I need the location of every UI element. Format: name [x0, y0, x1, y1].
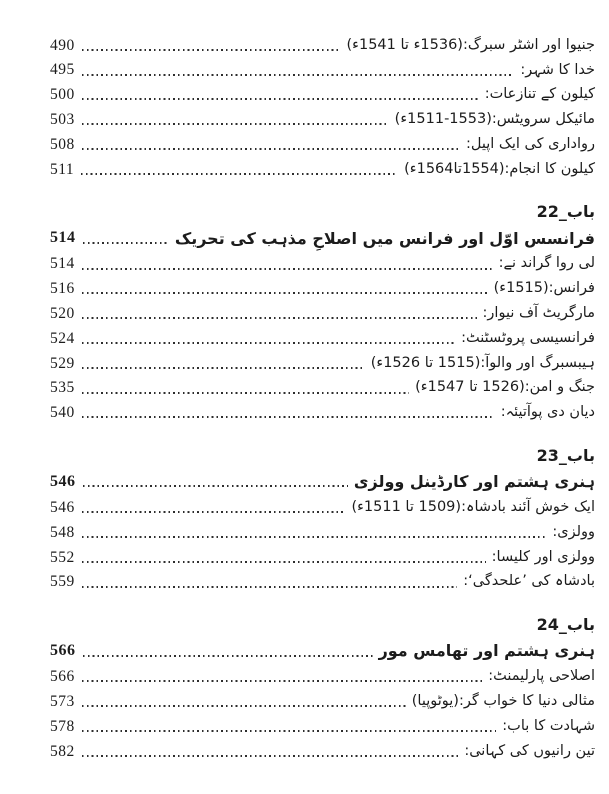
- dot-leader: [81, 173, 398, 175]
- toc-entry-row: [50, 665, 595, 690]
- page-number: 546: [50, 499, 75, 516]
- entry-title: رواداری کی ایک اپیل:: [465, 135, 595, 152]
- toc-entry-row: [50, 157, 595, 182]
- chapter-heading-label: باب_22: [536, 202, 595, 222]
- entry-title: مثالی دنیا کا خواب گر:(یوٹوپیا): [411, 693, 595, 710]
- chapter-title: فرانسس اوّل اور فرانس میں اصلاحِ مذہب کی تحریک: [174, 228, 595, 248]
- dot-leader: [82, 730, 497, 732]
- entry-title: کیلون کے تنازعات:: [484, 86, 595, 103]
- entry-title: فرانس:(1515ء): [493, 280, 595, 297]
- entry-title: شہادت کا باب:: [502, 717, 595, 734]
- dot-leader: [82, 680, 482, 682]
- toc-entry-row: [50, 58, 595, 83]
- toc-entry-row: [50, 351, 595, 376]
- dot-leader: [82, 342, 455, 344]
- dot-leader: [83, 485, 348, 487]
- page-number: 490: [50, 36, 75, 54]
- entry-title: کیلون کا انجام:(1554تا1564ء): [404, 160, 595, 177]
- chapter-section: [50, 442, 595, 594]
- chapter-title-row: [50, 225, 595, 252]
- dot-leader: [82, 586, 458, 588]
- page-number: 516: [50, 280, 75, 298]
- chapter-title-row: [50, 638, 595, 665]
- page-number: 524: [50, 329, 75, 347]
- dot-leader: [82, 317, 477, 319]
- entry-title: وولزی اور کلیسا:: [491, 548, 595, 565]
- dot-leader: [82, 268, 493, 270]
- chapter-section: [50, 199, 595, 426]
- page-number: 540: [50, 404, 75, 422]
- chapter-title: ہنری ہشتم اور تھامس مور: [378, 641, 595, 661]
- toc-entry-row: [50, 401, 595, 426]
- toc-entry-row: [50, 107, 595, 132]
- toc-entry-row: [50, 545, 595, 570]
- chapter-heading: [50, 612, 595, 638]
- page-number: 573: [50, 692, 75, 710]
- dot-leader: [82, 98, 479, 100]
- dot-leader: [82, 705, 406, 707]
- dot-leader: [82, 392, 409, 394]
- page-number: 529: [50, 354, 75, 372]
- page-number: 559: [50, 573, 75, 591]
- chapter-heading-label: باب_24: [536, 615, 595, 635]
- page-number: 566: [50, 668, 75, 686]
- dot-leader: [82, 292, 488, 294]
- entry-title: مارگریٹ آف نیوار:: [482, 305, 595, 322]
- entry-title: لی روا گراند نے:: [498, 255, 595, 272]
- toc-entry-row: [50, 33, 595, 58]
- toc-entry-row: [50, 326, 595, 351]
- page-number: 582: [50, 742, 75, 760]
- entry-title: مائیکل سرویٹس:(1553-1511ء): [394, 111, 595, 128]
- chapter-title: ہنری ہشتم اور کارڈینل وولزی: [353, 472, 595, 492]
- toc-entry-row: [50, 689, 595, 714]
- toc-entry-row: [50, 83, 595, 108]
- dot-leader: [82, 755, 459, 757]
- dot-leader: [83, 242, 169, 244]
- entry-title: ہیبسبرگ اور والوآ:(1515 تا 1526ء): [370, 354, 595, 371]
- page-number: 520: [50, 305, 75, 323]
- chapter-title-row: [50, 468, 595, 495]
- dot-leader: [83, 655, 373, 657]
- page-number: 500: [50, 86, 75, 104]
- toc-entry-row: [50, 376, 595, 401]
- entry-title: ایک خوش آئند بادشاہ:(1509 تا 1511ء): [351, 499, 595, 516]
- page-number: 578: [50, 717, 75, 735]
- dot-leader: [82, 148, 460, 150]
- entry-title: خدا کا شہر:: [520, 61, 595, 78]
- page-number: 514: [50, 255, 75, 273]
- dot-leader: [82, 536, 547, 538]
- entry-title: بادشاہ کی ’علحدگی‘:: [463, 573, 595, 590]
- page-number: 548: [50, 523, 75, 541]
- toc-entry-row: [50, 495, 595, 520]
- page-number: 535: [50, 379, 75, 397]
- toc-entry-row: [50, 570, 595, 595]
- page-number: 552: [50, 548, 75, 566]
- dot-leader: [82, 367, 365, 369]
- dot-leader: [82, 511, 346, 513]
- page-number: 495: [50, 61, 75, 79]
- page-number: 546: [50, 472, 76, 490]
- dot-leader: [82, 561, 486, 563]
- dot-leader: [82, 416, 495, 418]
- toc-entry-row: [50, 301, 595, 326]
- toc-entry-row: [50, 714, 595, 739]
- toc-entry-row: [50, 520, 595, 545]
- dot-leader: [82, 49, 341, 51]
- page-number: 503: [50, 111, 75, 129]
- chapter-heading: [50, 199, 595, 225]
- chapter-heading: [50, 442, 595, 468]
- entry-title: فرانسیسی پروٹسٹنٹ:: [461, 329, 595, 346]
- page-number: 514: [50, 229, 76, 247]
- page-number: 508: [50, 135, 75, 153]
- page-number: 566: [50, 642, 76, 660]
- chapter-section: [50, 612, 595, 764]
- toc-entry-row: [50, 277, 595, 302]
- entry-title: اصلاحی پارلیمنٹ:: [488, 668, 595, 685]
- toc-entry-row: [50, 739, 595, 764]
- entry-title: دیان دی پوآتیئہ:: [500, 404, 595, 421]
- toc-entry-row: [50, 132, 595, 157]
- entry-title: جنگ و امن:(1526 تا 1547ء): [415, 379, 595, 396]
- page-number: 511: [50, 160, 75, 178]
- entry-title: جنیوا اور اشٹر سبرگ:(1536ء تا 1541ء): [346, 36, 595, 53]
- chapter-heading-label: باب_23: [536, 445, 595, 465]
- entry-title: وولزی:: [552, 523, 595, 540]
- toc-entry-row: [50, 252, 595, 277]
- dot-leader: [82, 74, 515, 76]
- dot-leader: [82, 123, 389, 125]
- entry-title: تین رانیوں کی کہانی:: [464, 742, 595, 759]
